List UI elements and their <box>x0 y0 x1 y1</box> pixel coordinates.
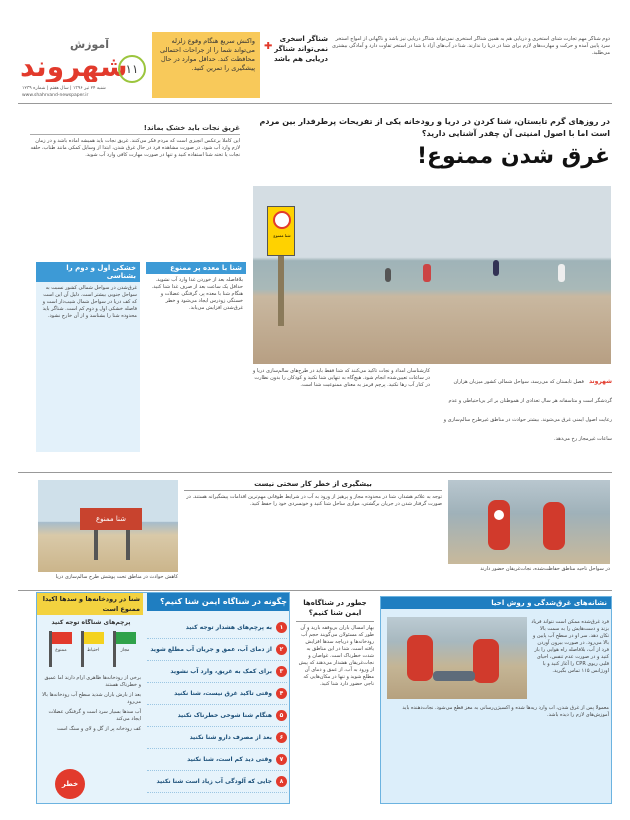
section-title: شنا با معده پر ممنوع <box>146 262 246 274</box>
warning-sign <box>267 206 295 256</box>
danger-body: توجه به علائم هشدار، شنا در محدوده مجاز و پرهیز از ورود به آب در شرایط طوفانی مهم‌ترین اقدامات پیشگیرانه هستند. در صورت گرفتار شدن در جریان برگشتی، موازی ساحل شنا کنید و خونسردی خود را حفظ کنید. <box>186 494 442 507</box>
rule-item <box>147 617 287 639</box>
section-box-2 <box>146 262 246 452</box>
rule-text: وقتی تاکید غرق نیست، شنا نکنید <box>174 690 272 697</box>
rule-item <box>147 661 287 683</box>
rule-number: ۲ <box>276 644 287 655</box>
masthead <box>18 30 133 100</box>
top-promo <box>152 32 260 98</box>
side-rules <box>41 675 141 775</box>
person-figure <box>493 260 499 276</box>
safe-swim-body: بهار امسال باران بی‌وقفه بارید و آن طور که مسئولان می‌گویند حجم آب رودخانه‌ها و دریاچه سدها افزایش یافته است. شنا در این مناطق به شدت خطرناک است. غواصان و نجات‌غریقان هشدار می‌دهند که پیش از ورود به آب، از عمق و دمای آن مطلع شوید و تنها در مکان‌هایی که ناجی حضور دارد شنا کنید. <box>298 625 374 687</box>
cpr-photo <box>387 617 527 699</box>
rule-number: ۳ <box>276 666 287 677</box>
caption-body: فصل تابستان که می‌رسد، سواحل شمالی کشور میزبان هزاران گردشگر است و متاسفانه هر سال تعدادی از هموطنان بر اثر بی‌احتیاطی و عدم رعایت اصول ایمنی غرق می‌شوند. بیشتر حوادث در مناطق غیرطرح سالم‌سازی و ساعات غیرمجاز رخ می‌دهد. <box>443 379 612 442</box>
flag-red <box>47 631 75 667</box>
flag-yellow-cloth <box>84 632 104 644</box>
red-sign-text: شنا ممنوع <box>95 515 127 523</box>
flag-label: احتیاط <box>86 648 100 653</box>
person-figure <box>558 264 565 282</box>
intro-rule <box>30 134 240 135</box>
photo-caption <box>436 368 612 464</box>
intro-title: غریق نجات باید خشک بماند! <box>143 124 240 132</box>
signs-extra: معمولا پس از غرق شدن، آب وارد ریه‌ها شده و اکسیژن‌رسانی به مغز قطع می‌شود. نجات‌دهنده باید آموزش‌های لازم را دیده باشد. <box>402 705 609 718</box>
mid-text: کارشناسان امداد و نجات تاکید می‌کنند که شنا فقط باید در طرح‌های سالم‌سازی دریا و در ساعات تعیین‌شده انجام شود. هیچ‌گاه به تنهایی شنا نکنید و کودکان را بدون نظارت در کنار آب رها نکنید. پرچم قرمز به معنای ممنوعیت شنا است. <box>252 368 430 388</box>
rule-text: برای کمک به غریق، وارد آب نشوید <box>170 668 272 675</box>
top-teaser-title-text: شناگر اسخری نمی‌تواند شناگر دریایی هم باشد <box>274 35 328 63</box>
section-body: غرق‌شدن در سواحل شمالی کشور نسبت به سواحل جنوبی بیشتر است. دلیل آن این است که کف دریا در سواحل شمال شیب‌دار است و فاصله خشکی اول و دوم کم است. شناگر باید محدوده شنا را بشناسد و از آن خارج نشود. <box>42 285 137 319</box>
safe-swim <box>296 598 374 804</box>
flag-green-cloth <box>116 632 136 644</box>
section-body: بلافاصله بعد از خوردن غذا وارد آب نشوید. حداقل یک ساعت بعد از صرف غذا شنا کنید. هنگام شنا با معده پر، گرفتگی عضلات و خستگی زودرس ایجاد می‌شود و خطر غرق‌شدن افزایش می‌یابد. <box>151 277 243 311</box>
section-title: خشکی اول و دوم را بشناسی <box>36 262 140 282</box>
red-crescent-icon <box>494 510 504 520</box>
victim-figure <box>433 671 475 681</box>
rule-text: به پرچم‌های هشدار توجه کنید <box>185 624 272 631</box>
rule-number: ۶ <box>276 732 287 743</box>
danger-box <box>184 480 442 580</box>
rule-number: ۴ <box>276 688 287 699</box>
person-figure <box>385 268 391 282</box>
flag-label: ممنوع <box>55 648 67 653</box>
flag-yellow <box>79 631 107 667</box>
brand-sub: آموزش <box>70 38 109 51</box>
photo-beach <box>38 480 178 572</box>
rule-item <box>147 683 287 705</box>
flag-label: مجاز <box>120 648 130 653</box>
brand-logo: شهروند <box>20 52 128 82</box>
warning-sign-text: شنا ممنوع <box>273 233 291 238</box>
danger-title: بیشگیری از خطر کار سختی نیست <box>184 480 442 491</box>
infographic-title-text: چگونه در شناگاه ایمن شنا کنیم؟ <box>160 597 287 606</box>
flags-row <box>45 631 141 669</box>
rescuer-figure <box>473 639 499 683</box>
flag-title: پرچم‌های شناگاه توجه کنید <box>51 619 131 626</box>
side-title-text: شنا در رودخانه‌ها و سدها اکیدا ممنوع است <box>42 595 140 613</box>
rule-number: ۸ <box>276 776 287 787</box>
infographic <box>36 592 290 804</box>
rule-item <box>147 749 287 771</box>
page-number-circle <box>118 55 146 83</box>
top-promo-text: واکنش سریع هنگام وقوع زلزله می‌تواند شما را از جراحات احتمالی محافظت کند. حداقل موارد در حال پیشگیری را تمرین کنید. <box>160 37 255 72</box>
caption-title: شهروند <box>588 378 612 385</box>
side-rule: کف رودخانه پر از گل و لای و سنگ است <box>57 726 141 732</box>
top-teaser-title <box>272 34 328 96</box>
rule-item <box>147 705 287 727</box>
rule-text: بعد از مصرف دارو شنا نکنید <box>189 734 272 741</box>
main-title: غرق شدن ممنوع! <box>416 144 610 169</box>
sign-pole <box>126 530 130 560</box>
flag-green <box>111 631 139 667</box>
lifeguard-figure <box>488 500 510 550</box>
sign-pole <box>94 530 98 560</box>
intro-body: این کاملا برعکس آنچیزی است که مردم فکر می‌کنند. غریق نجات باید همیشه آماده باشد و در زمان لازم وارد آب شود. در صورت مشاهده فرد در حال غرق شدن، ابتدا از وسایل کمکی مانند طناب، حلقه نجات یا تخته شنا استفاده کنید و تنها در صورت مهارت کافی وارد آب شوید. <box>30 138 240 158</box>
side-rule: برخی از رودخانه‌ها ظاهری آرام دارند اما عمیق و خطرناک هستند <box>44 675 141 688</box>
infographic-title <box>147 593 290 611</box>
photo-beach-caption: کاهش حوادث در مناطق تحت پوشش طرح سالم‌سازی دریا <box>55 574 178 580</box>
section-box-1 <box>36 262 140 452</box>
signs-box <box>380 596 612 804</box>
main-photo <box>253 186 611 364</box>
signs-body: فرد غرق‌شده ممکن است نتواند فریاد بزند و دست‌هایش را به سمت بالا تکان دهد. سر او در سطح آب پایین و بالا می‌رود. در صورت بیرون آوردن فرد از آب، بلافاصله راه هوایی را باز کنید و در صورت عدم تنفس، احیای قلبی ریوی CPR را آغاز کنید و با اورژانس ۱۱۵ تماس بگیرید. <box>531 619 609 674</box>
top-teaser-body: دوم شناگر مهم تجارت شنای استخری و دریایی هم به همین شناگر استخری نمی‌تواند شناگر دریایی نیز باشد و ناگهانی از امواج استخر سرد پایین آمده و حرکت و مهارت‌های لازم برای شنا در دریا را ندارند. شنا در آب‌های آزاد با شنا در استخر تفاوت دارد و آمادگی بیشتری می‌طلبد. <box>332 36 610 56</box>
rule-item <box>147 639 287 661</box>
rules-list <box>147 617 287 803</box>
side-rule: آب سدها بسیار سرد است و گرفتگی عضلات ایجاد می‌کند <box>48 709 141 722</box>
rule-text: از دمای آب، عمق و جریان آب مطلع شوید <box>150 646 272 653</box>
website: www.shahrvand-newspaper.ir <box>22 93 89 98</box>
rule-text: وقتی دید کم است، شنا نکنید <box>187 756 272 763</box>
rule-item <box>147 727 287 749</box>
cross-icon: ✚ <box>264 42 273 52</box>
person-figure <box>423 264 431 282</box>
rule-text: هنگام شنا شوخی خطرناک نکنید <box>177 712 272 719</box>
photo-lifeguards <box>448 480 610 564</box>
rule-number: ۷ <box>276 754 287 765</box>
page-number: ۱۱ <box>125 62 139 76</box>
rescuer-figure <box>407 635 433 681</box>
side-title <box>37 593 143 615</box>
flag-red-cloth <box>52 632 72 644</box>
rule-item <box>147 771 287 793</box>
rule-number: ۱ <box>276 622 287 633</box>
danger-badge-text: خطر <box>61 780 79 788</box>
no-swimming-icon <box>273 211 291 229</box>
photo-lifeguards-caption: در سواحل ناحیه مناطق حفاظت‌شده، نجات‌غریقان حضور دارند <box>480 566 610 572</box>
red-sign <box>80 508 142 530</box>
rule-number: ۵ <box>276 710 287 721</box>
signs-title: نشانه‌های غرق‌شدگی و روش احیا <box>381 597 611 609</box>
date-line: شنبه ۲۴ تیر ۱۳۹۶ | سال هفتم | شماره ۱۲۳۹ <box>22 86 106 91</box>
rule-text: جایی که آلودگی آب زیاد است شنا نکنید <box>156 778 272 785</box>
danger-badge <box>55 769 85 799</box>
side-rule: بعد از بارش باران شدید سطح آب رودخانه‌ها بالا می‌رود <box>42 692 141 705</box>
main-kicker: در روزهای گرم تابستان، شنا کردن در دریا و رودخانه یکی از تفریحات پرطرفدار بین مردم است اما با اصول امنیتی آن چقدر آشنایی دارید؟ <box>259 117 610 138</box>
lifeguard-figure <box>543 502 565 550</box>
safe-swim-title: جطور در شناگاه‌ها ایمن شنا کنیم؟ <box>296 598 374 622</box>
